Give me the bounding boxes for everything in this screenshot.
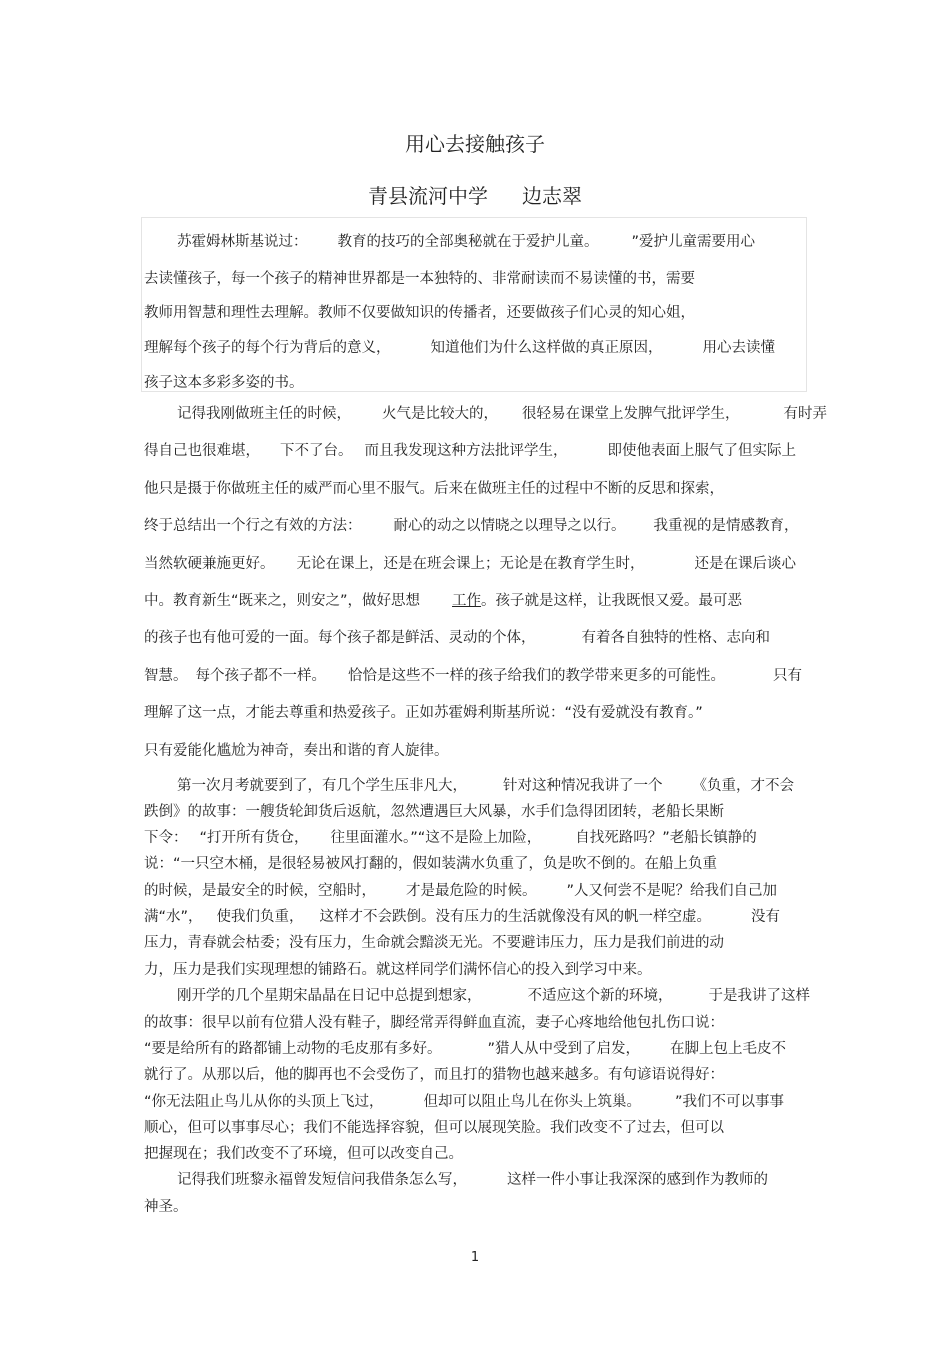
text-line (144, 589, 742, 610)
text-segment: 没有 (751, 909, 781, 925)
text-segment: 针对这种情况我讲了一个 (503, 778, 663, 794)
text-segment: 耐心的动之以情晓之以理导之以行。 (393, 518, 626, 534)
text-segment: 但却可以阻止鸟儿在你头上筑巢。 (423, 1094, 642, 1110)
text-segment: 知道他们为什么这样做的真正原因， (430, 340, 663, 356)
text-line: 力，压力是我们实现理想的铺路石。就这样同学们满怀信心的投入到学习中来。 (144, 962, 652, 978)
text-line (144, 1090, 784, 1111)
text-line (144, 664, 802, 685)
text-segment: 。孩子就是这样，让我既恨又爱。最可恶 (481, 593, 743, 609)
text-segment: 有着各自独特的性格、志向和 (581, 630, 770, 646)
text-segment: 使我们负重， (216, 909, 304, 925)
text-line (144, 336, 775, 357)
text-line (144, 552, 796, 573)
text-line (144, 514, 799, 535)
text-line (177, 230, 755, 251)
text-segment: 终于总结出一个行之有效的方法： (144, 518, 362, 534)
text-line: 理解了这一点，才能去尊重和热爱孩子。正如苏霍姆利斯基所说：“没有爱就没有教育。” (144, 705, 703, 721)
text-segment: 教育的技巧的全部奥秘就在于爱护儿童。 (337, 234, 599, 250)
text-segment: 用心去读懂 (702, 340, 775, 356)
text-segment: 下令： (144, 830, 188, 846)
text-line (144, 826, 757, 847)
text-segment: 火气是比较大的， (382, 406, 498, 422)
text-segment: ”人又何尝不是呢？给我们自己加 (566, 883, 778, 899)
text-line (144, 905, 780, 926)
text-segment: “打开所有货仓， (199, 830, 309, 846)
author-name: 边志翠 (522, 184, 582, 208)
text-segment: 恰恰是这些不一样的孩子给我们的教学带来更多的可能性。 (348, 668, 725, 684)
text-line: 只有爱能化尴尬为神奇，奏出和谐的育人旋律。 (144, 743, 449, 759)
text-segment: 第一次月考就要到了，有几个学生压非凡大， (177, 778, 467, 794)
text-line: 的故事：很早以前有位猎人没有鞋子，脚经常弄得鲜血直流，妻子心疼地给他包扎伤口说： (144, 1015, 724, 1031)
text-segment: 记得我们班黎永福曾发短信问我借条怎么写， (177, 1172, 467, 1188)
text-line (144, 439, 796, 460)
text-segment: 的时候，是最安全的时候，空船时， (144, 883, 376, 899)
text-segment: 这样一件小事让我深深的感到作为教师的 (507, 1172, 768, 1188)
text-line: 就行了。从那以后，他的脚再也不会受伤了，而且打的猎物也越来越多。有句谚语说得好： (144, 1067, 724, 1083)
text-segment: 当然软硬兼施更好。 (144, 556, 275, 572)
text-line (177, 774, 794, 795)
text-segment: 很轻易在课堂上发脾气批评学生， (522, 406, 740, 422)
text-line (177, 402, 827, 423)
text-segment: 满“水”， (144, 909, 203, 925)
text-line: 把握现在；我们改变不了环境，但可以改变自己。 (144, 1146, 463, 1162)
text-segment: 自找死路吗？”老船长镇静的 (575, 830, 757, 846)
text-segment: 每个孩子都不一样。 (195, 668, 326, 684)
text-line: 顺心，但可以事事尽心；我们不能选择容貌，但可以展现笑脸。我们改变不了过去，但可以 (144, 1120, 724, 1136)
text-segment: 无论在课上，还是在班会课上；无论是在教育学生时， (296, 556, 645, 572)
text-segment: 还是在课后谈心 (694, 556, 796, 572)
text-line (144, 1037, 786, 1058)
author-line (0, 180, 950, 209)
text-segment: 而且我发现这种方法批评学生， (364, 443, 568, 459)
text-segment: 即使他表面上服气了但实际上 (607, 443, 796, 459)
text-segment: 苏霍姆林斯基说过： (177, 234, 308, 250)
text-line (144, 879, 777, 900)
text-segment: 在脚上包上毛皮不 (670, 1041, 787, 1057)
text-line (177, 1168, 768, 1189)
text-line (177, 984, 810, 1005)
text-segment: 智慧。 (144, 668, 188, 684)
text-segment: 的孩子也有他可爱的一面。每个孩子都是鲜活、灵动的个体， (144, 630, 536, 646)
underlined-word: 工作 (452, 593, 482, 609)
text-segment: ”我们不可以事事 (675, 1094, 785, 1110)
text-segment: 只有 (773, 668, 802, 684)
school-name: 青县流河中学 (368, 184, 488, 208)
text-segment: 我重视的是情感教育， (653, 518, 799, 534)
text-segment: “要是给所有的路都铺上动物的毛皮那有多好。 (144, 1041, 442, 1057)
text-line: 说：“一只空木桶，是很轻易被风打翻的，假如装满水负重了，负是吹不倒的。在船上负重 (144, 856, 718, 872)
text-segment: 中。教育新生“既来之，则安之”，做好思想 (144, 593, 421, 609)
text-segment: 这样才不会跌倒。没有压力的生活就像没有风的帆一样空虚。 (319, 909, 712, 925)
text-segment: ”猎人从中受到了启发， (487, 1041, 641, 1057)
text-line: 跌倒》的故事：一艘货轮卸货后返航，忽然遭遇巨大风暴，水手们急得团团转，老船长果断 (144, 804, 724, 820)
text-segment: 才是最危险的时候。 (406, 883, 537, 899)
page-number: 1 (470, 1250, 480, 1265)
text-line: 神圣。 (144, 1199, 188, 1215)
text-line: 压力，青春就会枯委；没有压力，生命就会黯淡无光。不要避讳压力，压力是我们前进的动 (144, 935, 724, 951)
text-segment: 理解每个孩子的每个行为背后的意义， (144, 340, 391, 356)
text-segment: 往里面灌水。”“这不是险上加险， (330, 830, 542, 846)
text-segment: 得自己也很难堪， (144, 443, 260, 459)
text-segment: 刚开学的几个星期宋晶晶在日记中总提到想家， (177, 988, 482, 1004)
text-segment: ”爱护儿童需要用心 (631, 234, 756, 250)
text-segment: “你无法阻止鸟儿从你的头顶上飞过， (144, 1094, 384, 1110)
text-line (144, 626, 770, 647)
text-segment: 记得我刚做班主任的时候， (177, 406, 351, 422)
text-segment: 不适应这个新的环境， (527, 988, 673, 1004)
text-segment: 有时弄 (783, 406, 827, 422)
text-line: 去读懂孩子，每一个孩子的精神世界都是一本独特的、非常耐读而不易读懂的书，需要 (144, 271, 695, 287)
text-line: 教师用智慧和理性去理解。教师不仅要做知识的传播者，还要做孩子们心灵的知心姐， (144, 305, 695, 321)
text-line: 孩子这本多彩多姿的书。 (144, 375, 304, 391)
text-segment: 于是我讲了这样 (708, 988, 810, 1004)
text-segment: 下不了台。 (280, 443, 353, 459)
page-title: 用心去接触孩子 (405, 132, 545, 156)
text-line: 他只是摄于你做班主任的威严而心里不服气。后来在做班主任的过程中不断的反思和探索， (144, 481, 724, 497)
text-segment: 《负重，才不会 (692, 778, 794, 794)
